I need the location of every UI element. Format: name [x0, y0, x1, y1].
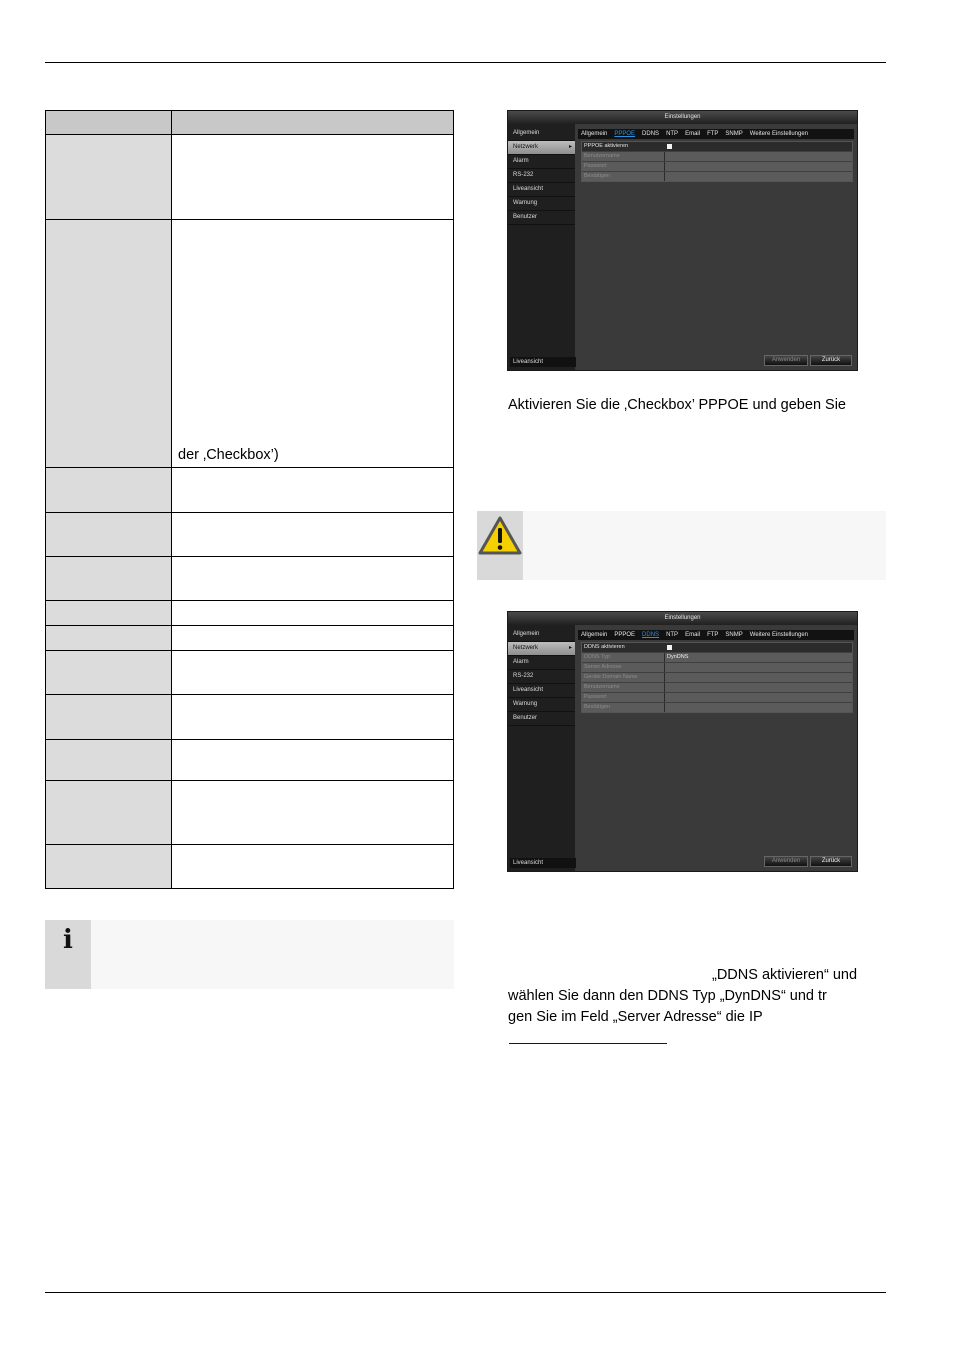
- header-rule: [45, 62, 886, 63]
- ddns-type-select[interactable]: DynDNS: [665, 653, 852, 662]
- back-button[interactable]: Zurück: [810, 355, 852, 366]
- ddns-text-line-3: gen Sie im Feld „Server Adresse“ die IP: [508, 1009, 763, 1025]
- sidebar-item-warnung[interactable]: Warnung: [508, 698, 575, 712]
- ddns-form: [581, 642, 853, 713]
- sidebar-item-benutzer[interactable]: Benutzer: [508, 712, 575, 726]
- form-row-pppoe-enable: PPPOE aktivieren: [582, 142, 852, 152]
- tab-email[interactable]: Email: [685, 632, 701, 638]
- username-field[interactable]: [665, 683, 852, 692]
- sidebar-item-liveansicht[interactable]: Liveansicht: [508, 183, 575, 197]
- form-row-password: Passwort: [582, 693, 852, 703]
- table-row: [46, 781, 454, 845]
- sidebar-item-allgemein[interactable]: Allgemein: [508, 127, 575, 141]
- tab-weitere-einstellungen[interactable]: Weitere Einstellungen: [749, 131, 809, 137]
- sidebar-item-warnung[interactable]: Warnung: [508, 197, 575, 211]
- table-row: [46, 135, 454, 220]
- pppoe-caption: Aktivieren Sie die ‚Checkbox’ PPPOE und geben Sie: [508, 397, 846, 413]
- tab-pppoe[interactable]: PPPOE: [614, 131, 636, 137]
- warning-triangle-icon: [478, 516, 522, 556]
- sidebar-item-netzwerk[interactable]: Netzwerk ▸: [508, 141, 575, 155]
- tab-ftp[interactable]: FTP: [707, 131, 719, 137]
- password-field[interactable]: [665, 693, 852, 702]
- table-row: [46, 651, 454, 695]
- liveansicht-button[interactable]: Liveansicht: [510, 357, 576, 367]
- tab-ntp[interactable]: NTP: [666, 131, 679, 137]
- apply-button[interactable]: Anwenden: [764, 355, 808, 366]
- confirm-field[interactable]: [665, 703, 852, 712]
- tab-snmp[interactable]: SNMP: [725, 131, 743, 137]
- form-row-ddns-enable: DDNS aktivieren: [582, 643, 852, 653]
- liveansicht-button[interactable]: Liveansicht: [510, 858, 576, 868]
- tab-pppoe[interactable]: PPPOE: [614, 632, 636, 638]
- table-row: [46, 557, 454, 601]
- sidebar-item-alarm[interactable]: Alarm: [508, 155, 575, 169]
- form-row-domain-name: Geräte Domain Name: [582, 673, 852, 683]
- form-row-username: Benutzername: [582, 152, 852, 162]
- username-field[interactable]: [665, 152, 852, 161]
- table-row: [46, 845, 454, 889]
- network-tabs: [578, 129, 854, 139]
- settings-sidebar: [508, 625, 575, 871]
- table-row: [46, 513, 454, 557]
- table-row: [46, 695, 454, 740]
- sidebar-item-rs232[interactable]: RS-232: [508, 670, 575, 684]
- form-row-confirm: Bestätigen: [582, 172, 852, 181]
- form-row-password: Passwort: [582, 162, 852, 172]
- footer-rule: [45, 1292, 886, 1293]
- parameter-table: [45, 110, 454, 889]
- network-tabs: [578, 630, 854, 640]
- domain-name-field[interactable]: [665, 673, 852, 682]
- tab-allgemein[interactable]: Allgemein: [581, 131, 608, 137]
- hyperlink-underline[interactable]: [509, 1043, 667, 1044]
- settings-sidebar: [508, 124, 575, 370]
- table-row: [46, 601, 454, 626]
- warning-box: [477, 511, 886, 580]
- tab-ddns[interactable]: DDNS: [642, 131, 660, 137]
- ddns-text-line-2: wählen Sie dann den DDNS Typ „DynDNS“ und tr: [508, 988, 827, 1004]
- table-header-row: [46, 111, 454, 135]
- server-address-field[interactable]: [665, 663, 852, 672]
- back-button[interactable]: Zurück: [810, 856, 852, 867]
- sidebar-item-benutzer[interactable]: Benutzer: [508, 211, 575, 225]
- sidebar-item-netzwerk[interactable]: Netzwerk ▸: [508, 642, 575, 656]
- checkbox-note: der ‚Checkbox’): [172, 220, 454, 468]
- form-row-confirm: Bestätigen: [582, 703, 852, 712]
- sidebar-item-liveansicht[interactable]: Liveansicht: [508, 684, 575, 698]
- sidebar-item-rs232[interactable]: RS-232: [508, 169, 575, 183]
- ddns-enable-checkbox[interactable]: [667, 645, 672, 650]
- info-box: [45, 920, 454, 989]
- table-row: [46, 220, 454, 468]
- sidebar-item-allgemein[interactable]: Allgemein: [508, 628, 575, 642]
- window-title: Einstellungen: [508, 111, 857, 124]
- table-row: [46, 626, 454, 651]
- table-row: [46, 740, 454, 781]
- apply-button[interactable]: Anwenden: [764, 856, 808, 867]
- pppoe-form: [581, 141, 853, 182]
- tab-ftp[interactable]: FTP: [707, 632, 719, 638]
- tab-email[interactable]: Email: [685, 131, 701, 137]
- ddns-settings-screenshot: [507, 611, 858, 872]
- tab-weitere-einstellungen[interactable]: Weitere Einstellungen: [749, 632, 809, 638]
- form-row-server-address: Server Adresse: [582, 663, 852, 673]
- password-field[interactable]: [665, 162, 852, 171]
- ddns-text-line-1: „DDNS aktivieren“ und: [712, 967, 858, 983]
- form-row-ddns-type: DDNS Typ DynDNS: [582, 653, 852, 663]
- tab-ddns[interactable]: DDNS: [642, 632, 660, 638]
- info-icon: i: [63, 925, 73, 955]
- form-row-username: Benutzername: [582, 683, 852, 693]
- window-title: Einstellungen: [508, 612, 857, 625]
- pppoe-enable-checkbox[interactable]: [667, 144, 672, 149]
- table-row: [46, 468, 454, 513]
- tab-ntp[interactable]: NTP: [666, 632, 679, 638]
- tab-allgemein[interactable]: Allgemein: [581, 632, 608, 638]
- tab-snmp[interactable]: SNMP: [725, 632, 743, 638]
- confirm-field[interactable]: [665, 172, 852, 181]
- pppoe-settings-screenshot: [507, 110, 858, 371]
- sidebar-item-alarm[interactable]: Alarm: [508, 656, 575, 670]
